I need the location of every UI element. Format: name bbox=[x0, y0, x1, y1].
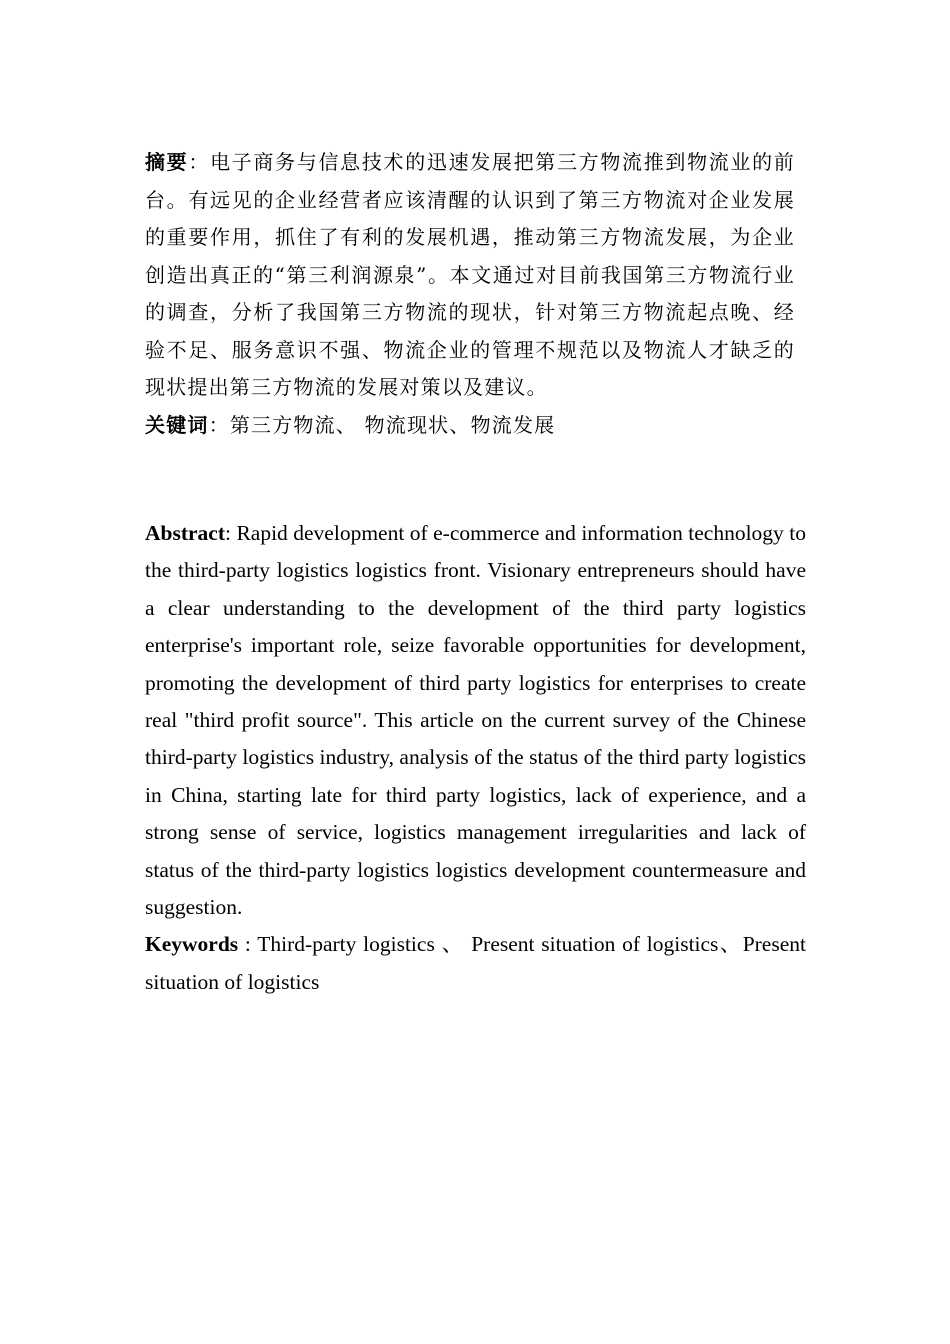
english-keywords-text: Third-party logistics 、 Present situation of logistics、Present situation of logistics bbox=[145, 932, 806, 994]
chinese-abstract-paragraph bbox=[145, 144, 795, 407]
english-keywords-label: Keywords bbox=[145, 932, 239, 957]
chinese-keywords-label: 关键词 bbox=[145, 412, 209, 437]
english-abstract-text: Rapid development of e-commerce and information technology to the third-party logistics logistics front. Visionary entrepreneurs should have a clear understanding to the development of the third party logistics enterprise's important role, seize favorable opportunities for development, promoting the development of third party logistics for enterprises to create real "third profit source". This article on the current survey of the Chinese third-party logistics industry, analysis of the status of the third party logistics in China, starting late for third party logistics, lack of experience, and a strong sense of service, logistics management irregularities and lack of status of the third-party logistics logistics development countermeasure and suggestion. bbox=[145, 521, 806, 920]
english-abstract-label: Abstract bbox=[145, 521, 226, 545]
english-keywords-separator: : bbox=[238, 932, 258, 957]
chinese-abstract-section bbox=[145, 144, 795, 444]
chinese-abstract-separator: ： bbox=[188, 150, 211, 174]
chinese-abstract-text: 电子商务与信息技术的迅速发展把第三方物流推到物流业的前台。有远见的企业经营者应该清醒的认识到了第三方物流对企业发展的重要作用，抓住了有利的发展机遇，推动第三方物流发展，为企业创造出真正的“第三利润源泉”。本文通过对目前我国第三方物流行业的调查，分析了我国第三方物流的现状，针对第三方物流起点晚、经验不足、服务意识不强、物流企业的管理不规范以及物流人才缺乏的现状提出第三方物流的发展对策以及建议。 bbox=[145, 150, 795, 399]
chinese-keywords-separator: ： bbox=[208, 412, 230, 437]
english-keywords-paragraph bbox=[145, 926, 806, 1001]
chinese-keywords-paragraph bbox=[145, 407, 795, 445]
chinese-keywords-text: 第三方物流、 物流现状、物流发展 bbox=[229, 412, 556, 437]
english-abstract-separator: : bbox=[225, 521, 237, 545]
english-abstract-section bbox=[145, 515, 806, 1001]
english-abstract-paragraph bbox=[145, 515, 806, 926]
chinese-abstract-label: 摘要 bbox=[145, 150, 189, 174]
